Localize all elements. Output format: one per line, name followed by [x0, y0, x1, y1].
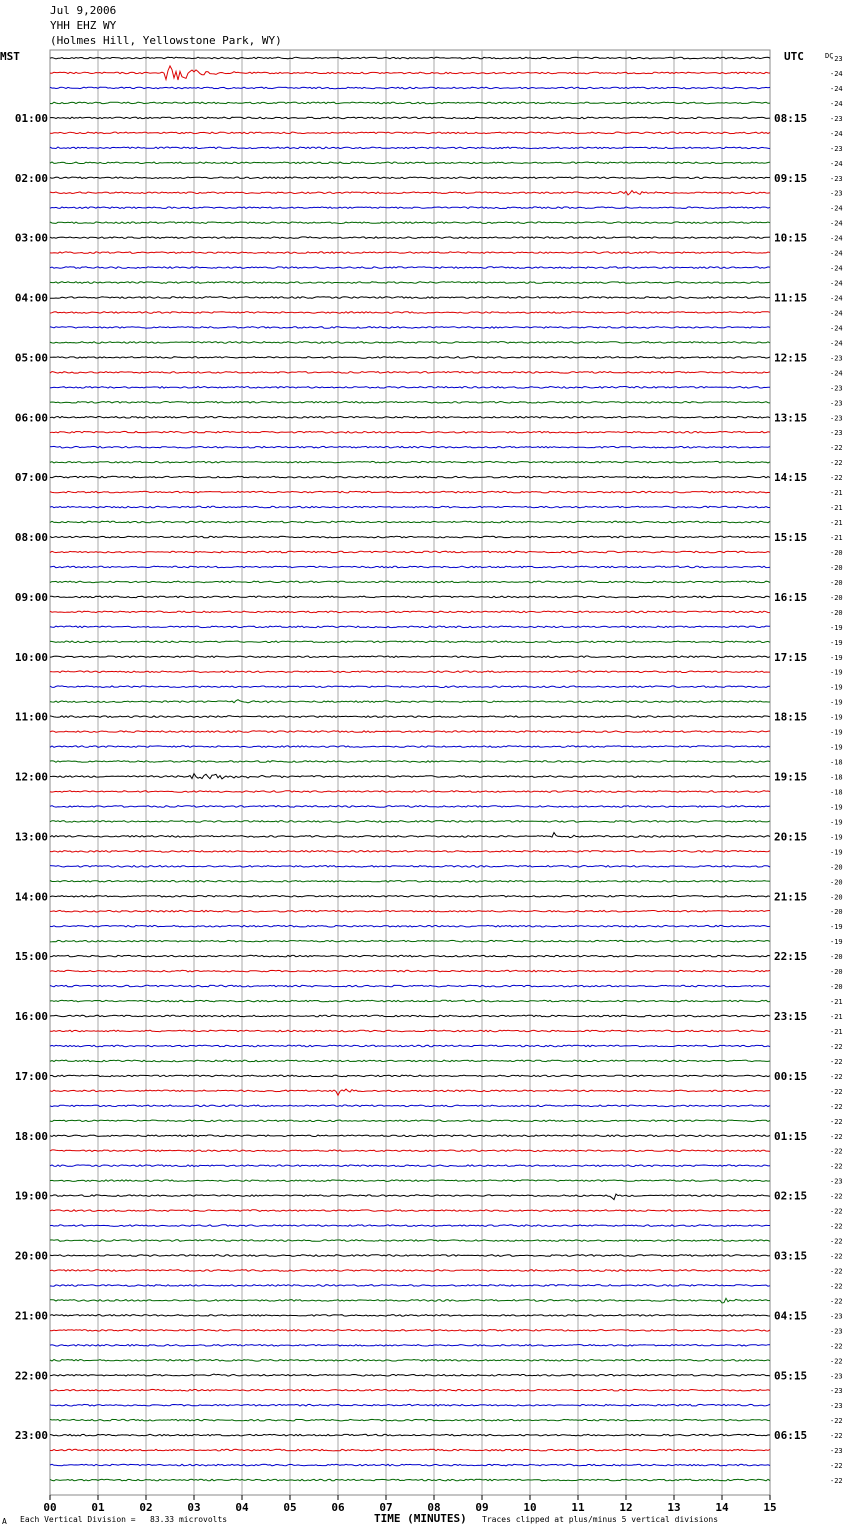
trace-line	[50, 985, 770, 987]
dc-offset-label: -23	[830, 384, 843, 393]
dc-offset-label: -21	[830, 489, 843, 498]
trace-line	[50, 342, 770, 344]
trace-line	[50, 806, 770, 808]
trace-line	[50, 1060, 770, 1062]
dc-offset-label: -23	[830, 114, 843, 123]
dc-offset-label: -24	[830, 219, 843, 228]
dc-offset-label: -22	[830, 1357, 843, 1366]
trace-line	[50, 117, 770, 119]
right-hour-label: 20:15	[774, 830, 808, 844]
dc-offset-label: -20	[830, 593, 843, 602]
dc-offset-label: -20	[830, 893, 843, 902]
right-hour-label: 10:15	[774, 231, 808, 245]
dc-offset-label: -23	[830, 1447, 843, 1456]
dc-offset-label: -21	[830, 534, 843, 542]
dc-offset-label: -23	[830, 414, 843, 423]
left-hour-label: 18:00	[14, 1129, 48, 1143]
dc-offset-label: -19	[830, 923, 843, 932]
left-hour-label: 17:00	[14, 1069, 48, 1083]
right-hour-label: 00:15	[774, 1069, 808, 1083]
left-hour-label: 10:00	[14, 650, 48, 664]
dc-offset-label: -18	[830, 773, 843, 782]
dc-offset-label: -19	[830, 833, 843, 842]
right-hour-label: 02:15	[774, 1189, 808, 1203]
x-tick-label: 10	[523, 1501, 537, 1514]
trace-line	[50, 1464, 770, 1466]
dc-offset-label: -20	[830, 968, 843, 977]
trace-line	[50, 731, 770, 733]
dc-offset-label: -21	[830, 998, 843, 1007]
dc-offset-label: -21	[830, 1027, 843, 1036]
dc-offset-label: -22	[830, 1417, 843, 1426]
trace-line	[50, 476, 770, 478]
trace-line	[50, 581, 770, 583]
dc-offset-label: -19	[830, 848, 843, 857]
dc-label: DC	[825, 52, 834, 60]
trace-line	[50, 1404, 770, 1406]
trace-line	[50, 1285, 770, 1287]
dc-offset-label: -22	[830, 1477, 843, 1486]
dc-offset-label: -24	[830, 99, 843, 108]
trace-line	[50, 551, 770, 553]
trace-line	[50, 446, 770, 448]
right-hour-label: 21:15	[774, 890, 808, 904]
left-hour-label: 06:00	[14, 411, 48, 425]
left-hour-label: 20:00	[14, 1249, 48, 1263]
clip-note: Traces clipped at plus/minus 5 vertical divisions	[482, 1515, 719, 1524]
trace-line	[50, 1315, 770, 1317]
dc-offset-label: -20	[830, 878, 843, 887]
trace-line	[50, 372, 770, 374]
dc-offset-label: -22	[830, 1237, 843, 1246]
x-tick-label: 13	[667, 1501, 681, 1514]
dc-offset-label: -23	[830, 354, 843, 363]
right-hour-label: 17:15	[774, 650, 808, 664]
trace-line	[50, 57, 770, 59]
dc-offset-label: -19	[830, 638, 843, 647]
right-hour-label: 13:15	[774, 411, 808, 425]
trace-line	[50, 761, 770, 763]
date-label: Jul 9,2006	[50, 4, 117, 17]
dc-offset-label: -19	[830, 803, 843, 812]
right-hour-label: 01:15	[774, 1129, 808, 1143]
trace-line	[50, 566, 770, 568]
trace-line	[50, 237, 770, 239]
trace-line	[50, 1089, 770, 1095]
trace-line	[50, 955, 770, 957]
trace-line	[50, 1345, 770, 1347]
trace-line	[50, 671, 770, 673]
trace-line	[50, 147, 770, 149]
x-tick-label: 02	[139, 1501, 153, 1514]
dc-offset-label: -24	[830, 324, 843, 333]
trace-line	[50, 1075, 770, 1077]
trace-line	[50, 1240, 770, 1242]
trace-line	[50, 1045, 770, 1047]
dc-offset-label: -24	[830, 249, 843, 258]
trace-line	[50, 1419, 770, 1421]
trace-line	[50, 596, 770, 598]
trace-line	[50, 282, 770, 284]
dc-offset-label: -24	[830, 264, 843, 273]
dc-offset-label: -22	[830, 1102, 843, 1111]
x-tick-label: 14	[715, 1501, 729, 1514]
trace-line	[50, 1449, 770, 1451]
trace-line	[50, 252, 770, 254]
trace-line	[50, 791, 770, 793]
dc-offset-label: -23	[830, 399, 843, 408]
dc-offset-label: -23	[830, 55, 843, 63]
dc-offset-label: -22	[830, 1087, 843, 1096]
trace-line	[50, 1120, 770, 1122]
dc-offset-label: -19	[830, 938, 843, 947]
trace-line	[50, 387, 770, 389]
dc-offset-label: -20	[830, 548, 843, 557]
trace-line	[50, 297, 770, 299]
dc-offset-label: -19	[830, 668, 843, 677]
x-tick-label: 11	[571, 1501, 585, 1514]
dc-offset-label: -19	[830, 728, 843, 737]
trace-line	[50, 716, 770, 718]
right-hour-label: 18:15	[774, 710, 808, 724]
trace-line	[50, 1135, 770, 1137]
dc-offset-label: -19	[830, 653, 843, 662]
dc-offset-label: -24	[830, 294, 843, 303]
dc-offset-label: -22	[830, 1072, 843, 1081]
dc-offset-label: -19	[830, 683, 843, 692]
trace-line	[50, 1150, 770, 1152]
dc-offset-label: -22	[830, 474, 843, 483]
trace-line	[50, 700, 770, 703]
trace-line	[50, 312, 770, 314]
dc-offset-label: -22	[830, 1297, 843, 1306]
x-tick-label: 08	[427, 1501, 441, 1514]
location-label: (Holmes Hill, Yellowstone Park, WY)	[50, 34, 282, 47]
dc-offset-label: -22	[830, 1252, 843, 1261]
trace-line	[50, 1360, 770, 1362]
dc-offset-label: -22	[830, 444, 843, 453]
dc-offset-label: -23	[830, 1387, 843, 1396]
right-hour-label: 03:15	[774, 1249, 808, 1263]
dc-offset-label: -23	[830, 1372, 843, 1381]
left-hour-label: 19:00	[14, 1189, 48, 1203]
dc-offset-label: -22	[830, 1057, 843, 1066]
left-hour-label: 01:00	[14, 111, 48, 125]
dc-offset-label: -22	[830, 1147, 843, 1156]
trace-line	[50, 417, 770, 419]
trace-line	[50, 1165, 770, 1167]
right-hour-label: 15:15	[774, 531, 808, 544]
trace-line	[50, 191, 770, 195]
trace-line	[50, 1000, 770, 1002]
dc-offset-label: -18	[830, 788, 843, 797]
trace-line	[50, 222, 770, 224]
dc-offset-label: -23	[830, 189, 843, 198]
trace-line	[50, 1389, 770, 1391]
left-hour-label: 22:00	[14, 1369, 48, 1383]
dc-offset-label: -24	[830, 279, 843, 288]
station-label: YHH EHZ WY	[50, 19, 117, 32]
dc-offset-label: -19	[830, 713, 843, 722]
dc-offset-label: -21	[830, 504, 843, 513]
right-hour-label: 11:15	[774, 291, 808, 305]
trace-line	[50, 357, 770, 359]
trace-line	[50, 925, 770, 927]
dc-offset-label: -20	[830, 578, 843, 587]
trace-line	[50, 66, 770, 80]
right-hour-label: 09:15	[774, 171, 808, 185]
dc-offset-label: -23	[830, 1402, 843, 1411]
trace-line	[50, 881, 770, 883]
dc-offset-label: -22	[830, 1282, 843, 1291]
dc-offset-label: -22	[830, 1192, 843, 1201]
dc-offset-label: -24	[830, 69, 843, 78]
trace-line	[50, 940, 770, 942]
right-hour-label: 23:15	[774, 1010, 808, 1023]
dc-offset-label: -19	[830, 623, 843, 632]
dc-offset-label: -24	[830, 309, 843, 318]
left-hour-label: 07:00	[14, 471, 48, 485]
trace-line	[50, 1479, 770, 1481]
dc-offset-label: -24	[830, 339, 843, 348]
trace-line	[50, 686, 770, 688]
trace-line	[50, 821, 770, 823]
trace-line	[50, 910, 770, 912]
x-tick-label: 06	[331, 1501, 345, 1514]
trace-line	[50, 774, 770, 779]
trace-line	[50, 1180, 770, 1182]
trace-line	[50, 656, 770, 658]
x-tick-label: 01	[91, 1501, 105, 1514]
dc-offset-label: -23	[830, 144, 843, 153]
dc-offset-label: -21	[830, 519, 843, 528]
trace-line	[50, 970, 770, 972]
trace-line	[50, 87, 770, 89]
left-hour-label: 14:00	[14, 890, 48, 904]
left-hour-label: 23:00	[14, 1429, 48, 1443]
trace-line	[50, 461, 770, 463]
trace-line	[50, 896, 770, 898]
trace-line	[50, 641, 770, 643]
right-hour-label: 12:15	[774, 351, 808, 365]
trace-line	[50, 1105, 770, 1107]
dc-offset-label: -20	[830, 863, 843, 872]
right-hour-label: 04:15	[774, 1309, 808, 1323]
trace-line	[50, 521, 770, 523]
dc-offset-label: -20	[830, 953, 843, 962]
left-hour-label: 11:00	[14, 710, 48, 724]
dc-offset-label: -22	[830, 1162, 843, 1171]
x-tick-label: 07	[379, 1501, 393, 1514]
dc-offset-label: -23	[830, 1312, 843, 1321]
trace-line	[50, 1210, 770, 1212]
dc-offset-label: -22	[830, 1342, 843, 1351]
trace-line	[50, 431, 770, 433]
right-hour-label: 14:15	[774, 471, 808, 485]
trace-line	[50, 851, 770, 853]
dc-offset-label: -22	[830, 1432, 843, 1441]
left-hour-label: 03:00	[14, 231, 48, 245]
trace-line	[50, 611, 770, 613]
dc-offset-label: -19	[830, 743, 843, 752]
dc-offset-label: -23	[830, 429, 843, 438]
x-tick-label: 05	[283, 1501, 297, 1514]
dc-offset-label: -24	[830, 159, 843, 168]
trace-line	[50, 402, 770, 404]
trace-line	[50, 177, 770, 179]
dc-offset-label: -23	[830, 1327, 843, 1336]
dc-offset-label: -20	[830, 608, 843, 617]
trace-line	[50, 1225, 770, 1227]
dc-offset-label: -20	[830, 908, 843, 917]
dc-offset-label: -22	[830, 1132, 843, 1141]
dc-offset-label: -22	[830, 1117, 843, 1126]
dc-offset-label: -22	[830, 1267, 843, 1276]
dc-offset-label: -19	[830, 698, 843, 707]
dc-offset-label: -22	[830, 1207, 843, 1216]
left-hour-label: 05:00	[14, 351, 48, 365]
trace-line	[50, 1374, 770, 1376]
trace-line	[50, 866, 770, 868]
trace-line	[50, 267, 770, 269]
left-hour-label: 02:00	[14, 171, 48, 185]
trace-line	[50, 626, 770, 628]
left-hour-label: 09:00	[14, 590, 48, 604]
left-hour-label: 15:00	[14, 950, 48, 964]
dc-offset-label: -24	[830, 369, 843, 378]
dc-offset-label: -20	[830, 983, 843, 992]
trace-line	[50, 132, 770, 134]
trace-line	[50, 1194, 770, 1200]
dc-offset-label: -22	[830, 1222, 843, 1231]
trace-line	[50, 102, 770, 104]
trace-line	[50, 1298, 770, 1303]
corner-mark: A	[2, 1517, 7, 1526]
trace-line	[50, 1015, 770, 1017]
right-hour-label: 19:15	[774, 770, 808, 784]
dc-offset-label: -24	[830, 129, 843, 138]
dc-offset-label: -22	[830, 1042, 843, 1051]
right-hour-label: 16:15	[774, 590, 808, 604]
trace-line	[50, 536, 770, 538]
trace-line	[50, 1434, 770, 1436]
trace-line	[50, 1330, 770, 1332]
trace-line	[50, 833, 770, 838]
left-hour-label: 04:00	[14, 291, 48, 305]
left-hour-label: 08:00	[14, 531, 48, 544]
left-zone-label: MST	[0, 50, 20, 63]
scale-note: Each Vertical Division = 83.33 microvolts	[20, 1515, 228, 1524]
dc-offset-label: -18	[830, 758, 843, 767]
trace-line	[50, 207, 770, 209]
dc-offset-label: -19	[830, 818, 843, 827]
trace-line	[50, 506, 770, 508]
dc-offset-label: -21	[830, 1013, 843, 1021]
left-hour-label: 21:00	[14, 1309, 48, 1323]
x-tick-label: 04	[235, 1501, 249, 1514]
trace-line	[50, 162, 770, 164]
right-zone-label: UTC	[784, 50, 804, 63]
x-tick-label: 12	[619, 1501, 633, 1514]
dc-offset-label: -24	[830, 234, 843, 243]
right-hour-label: 06:15	[774, 1429, 808, 1443]
left-hour-label: 16:00	[14, 1010, 48, 1023]
dc-offset-label: -23	[830, 1177, 843, 1186]
left-hour-label: 12:00	[14, 770, 48, 784]
right-hour-label: 22:15	[774, 950, 808, 964]
right-hour-label: 05:15	[774, 1369, 808, 1383]
dc-offset-label: -24	[830, 84, 843, 93]
x-tick-label: 00	[43, 1501, 57, 1514]
x-tick-label: 03	[187, 1501, 201, 1514]
trace-line	[50, 746, 770, 748]
right-hour-label: 08:15	[774, 111, 808, 125]
x-tick-label: 09	[475, 1501, 489, 1514]
dc-offset-label: -23	[830, 174, 843, 183]
dc-offset-label: -22	[830, 1462, 843, 1471]
left-hour-label: 13:00	[14, 830, 48, 844]
trace-line	[50, 1255, 770, 1257]
trace-line	[50, 491, 770, 493]
trace-line	[50, 327, 770, 329]
x-tick-label: 15	[763, 1501, 777, 1514]
trace-line	[50, 1270, 770, 1272]
dc-offset-label: -24	[830, 204, 843, 213]
x-axis-title: TIME (MINUTES)	[374, 1512, 467, 1525]
dc-offset-label: -20	[830, 563, 843, 572]
trace-line	[50, 1030, 770, 1032]
trace-group	[50, 57, 770, 1481]
dc-offset-label: -22	[830, 459, 843, 468]
